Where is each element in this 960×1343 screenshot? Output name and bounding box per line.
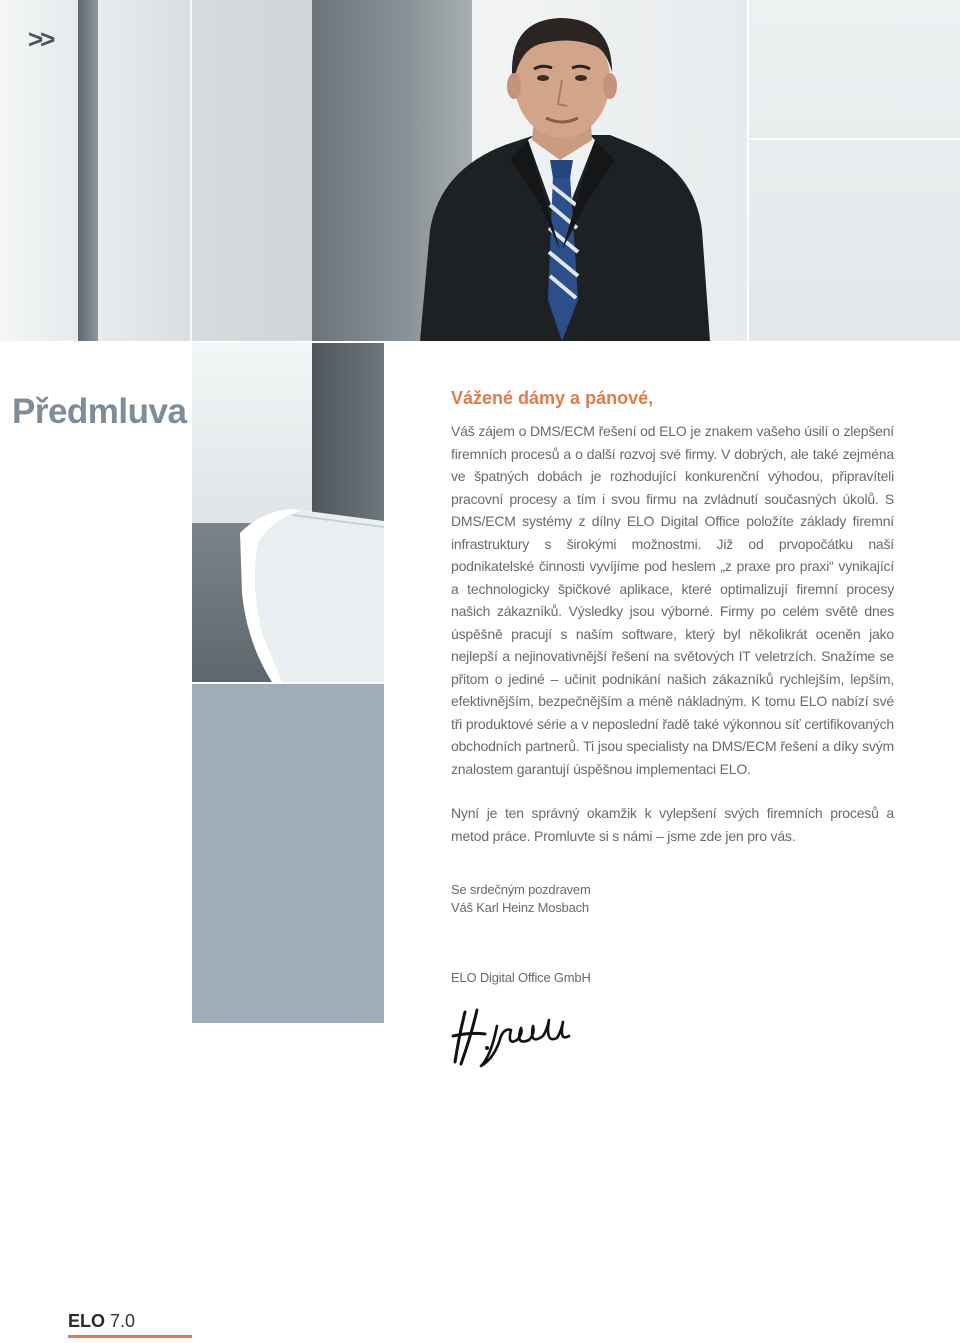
regards-block	[451, 881, 894, 917]
salutation: Vážené dámy a pánové,	[451, 388, 654, 408]
footer-accent-line	[68, 1335, 192, 1338]
brand-version: 7.0	[110, 1311, 136, 1331]
portrait-figure	[410, 0, 720, 341]
photo-panel	[98, 0, 190, 341]
photo-panel	[190, 0, 312, 341]
footer-brand	[68, 1311, 135, 1332]
signatory-name: Váš Karl Heinz Mosbach	[451, 900, 589, 915]
company-name: ELO Digital Office GmbH	[451, 970, 591, 985]
photo-panel-seam	[747, 138, 960, 140]
photo-panel	[747, 0, 960, 341]
regards-line: Se srdečným pozdravem	[451, 882, 591, 897]
closing-paragraph: Nyní je ten správný okamžik k vylepšení svých firemních procesů a metod práce. Promluvte si s námi – jsme zde jen pro vás.	[451, 805, 894, 844]
signature-image	[451, 1006, 576, 1068]
header-photo	[0, 0, 960, 341]
side-photo	[192, 343, 384, 682]
chair-shape	[192, 343, 384, 682]
nav-chevrons: >>	[28, 24, 53, 54]
side-color-panel	[192, 684, 384, 1023]
page-title: Předmluva	[12, 392, 187, 431]
brand-name: ELO	[68, 1311, 106, 1331]
letter-body	[451, 388, 894, 987]
photo-panel	[78, 0, 98, 341]
body-paragraph: Váš zájem o DMS/ECM řešení od ELO je znakem vašeho úsilí o zlepšení firemních procesů a o další rozvoj své firmy. V dobrých, ale také zejména ve špatných dobách je rozhodující konkurenční výhodou, připravíteli pracovní procesy a tím i svou firmu na zvládnutí současných úkolů. S DMS/ECM systémy z dílny ELO Digital Office položíte základy firemní infrastruktury s širokými možnostmi. Již od prvopočátku naší podnikatelské činnosti vyvíjíme pod heslem „z praxe pro praxi“ vynikající a technologicky špičkové aplikace, které optimalizují firemní procesy našich zákazníků. Výsledky jsou výborné. Firmy po celém světě dnes úspěšně pracují s naším software, který byl několikrát oceněn jako nejlepší a nejinovativnější řešení na světových IT veletrzích. Snažíme se přitom o jediné – učinit podnikání našich zákazníků rychlejším, lepším, efektivnějším, bezpečnějším a méně nákladným. K tomu ELO nabízí své tři produktové série a v neposlední řadě také výkonnou síť certifikovaných obchodních partnerů. Ti jsou specialisty na DMS/ECM řešení a díky svým znalostem garantují úspěšnou implementaci ELO.	[451, 423, 894, 777]
